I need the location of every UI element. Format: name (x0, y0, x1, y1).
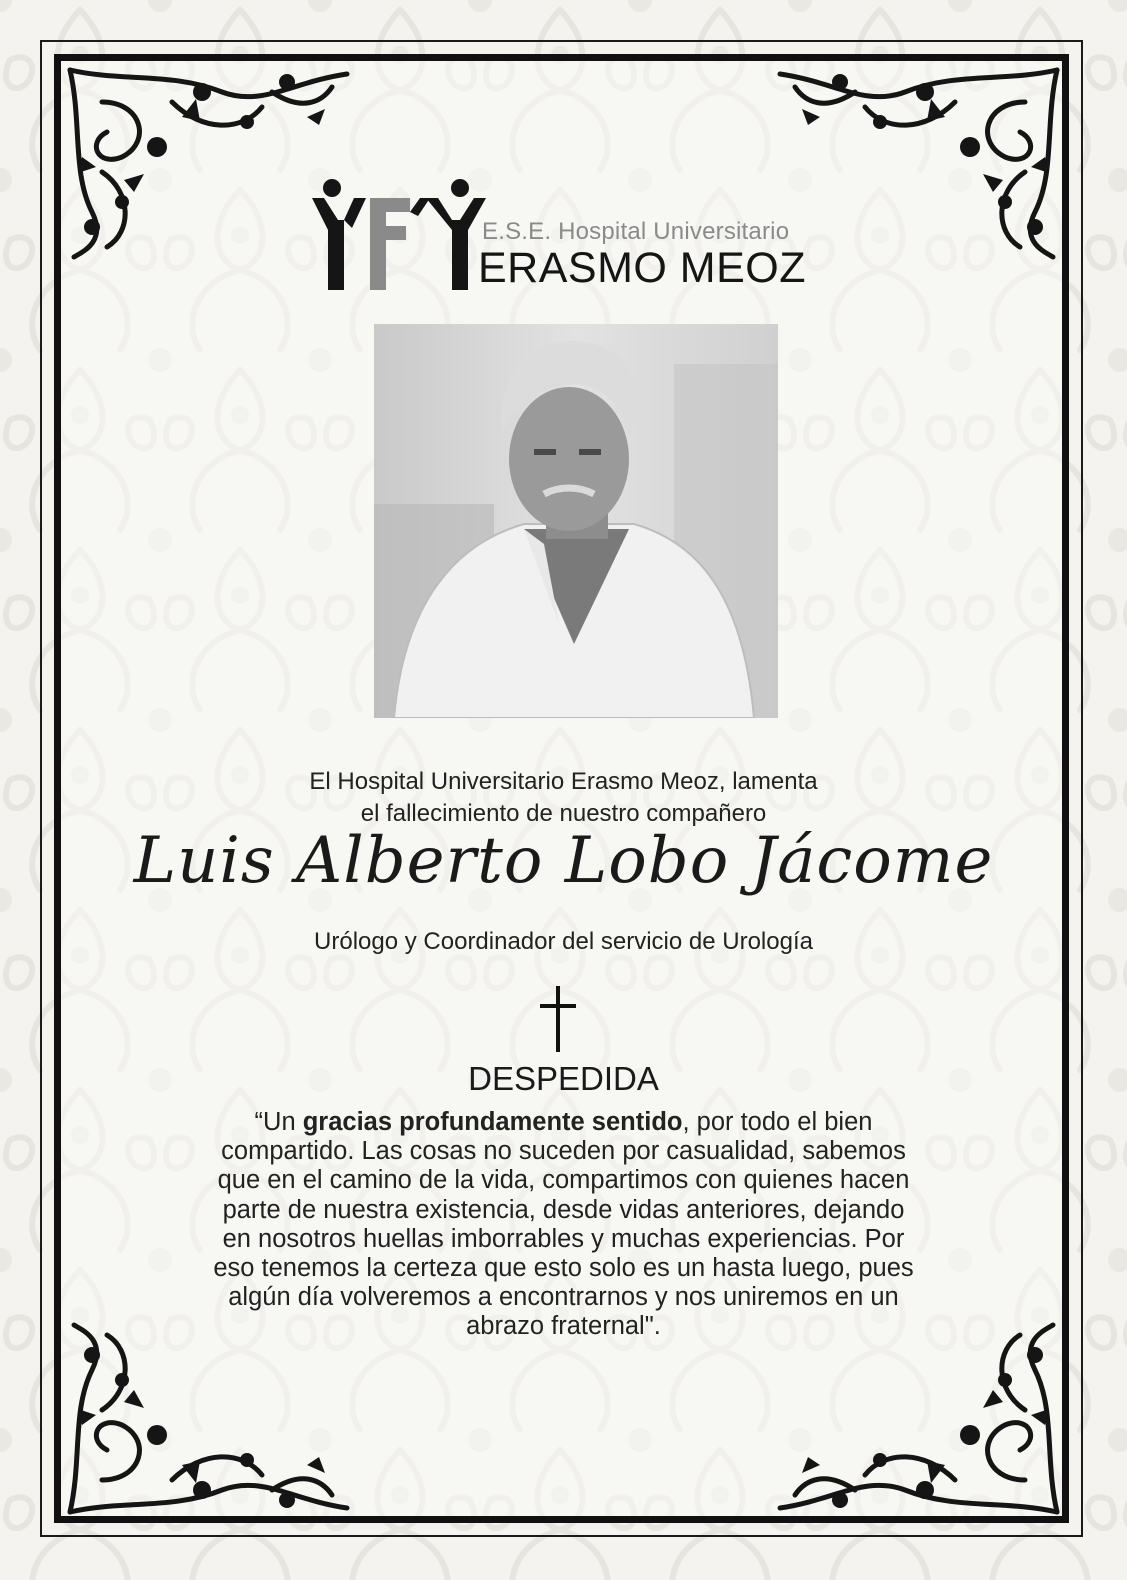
deceased-name: Luis Alberto Lobo Jácome (133, 824, 994, 898)
floral-corner-bottom-left (62, 1320, 362, 1520)
quote-line: compartido. Las cosas no suceden por casualidad, sabemos (221, 1137, 906, 1166)
logo-subtitle: E.S.E. Hospital Universitario (482, 218, 790, 245)
farewell-quote (140, 1108, 987, 1342)
announcement-text (0, 766, 1127, 830)
latin-cross-icon (538, 986, 578, 1052)
announcement-line-1: El Hospital Universitario Erasmo Meoz, lamenta (309, 768, 818, 795)
deceased-role: Urólogo y Coordinador del servicio de Urología (314, 928, 813, 955)
quote-line: parte de nuestra existencia, desde vidas anteriores, dejando (222, 1195, 905, 1224)
floral-corner-bottom-right (765, 1320, 1065, 1520)
quote-line: algún día volveremos a encontrarnos y nos uniremos en un (228, 1283, 899, 1312)
hospital-logo (310, 176, 820, 296)
quote-line: eso tenemos la certeza que esto solo es un hasta luego, pues (213, 1254, 914, 1283)
quote-line (140, 1108, 987, 1137)
quote-emphasis: gracias profundamente sentido (302, 1108, 683, 1136)
quote-line: que en el camino de la vida, compartimos con quienes hacen (217, 1166, 910, 1195)
quote-line: en nosotros huellas imborrables y muchas experiencias. Por (222, 1224, 905, 1253)
portrait-photo (374, 324, 778, 718)
quote-open: “Un (254, 1108, 303, 1136)
quote-line: abrazo fraternal". (466, 1312, 661, 1341)
logo-hospital-name: ERASMO MEOZ (478, 244, 807, 292)
quote-first-rest: , por todo el bien (682, 1108, 873, 1136)
farewell-title: DESPEDIDA (468, 1060, 659, 1097)
announcement-line-2: el fallecimiento de nuestro compañero (360, 800, 767, 827)
